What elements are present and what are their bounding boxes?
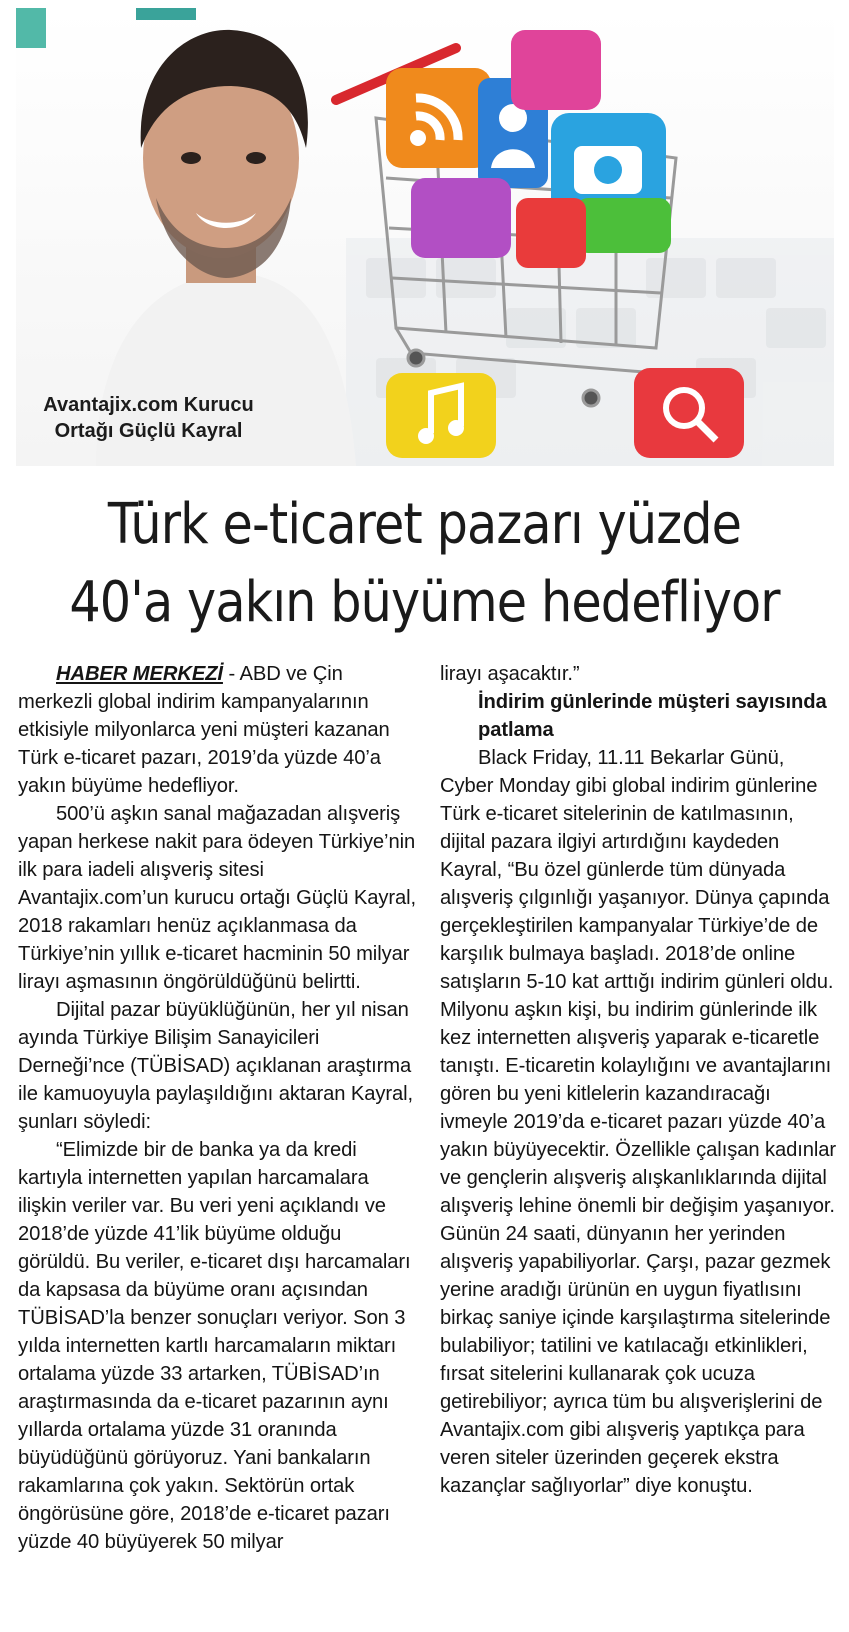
caption-line-1: Avantajix.com Kurucu	[43, 394, 254, 416]
paragraph-2: 500’ü aşkın sanal mağazadan alışveriş yapan herkese nakit para ödeyen Türkiye’nin ilk para iadeli alışveriş sitesi Avantajix.com’un kurucu ortağı Güçlü Kayral, 2018 rakamları henüz açıklanmasa da Türkiye’nin yıllık e-ticaret hacminin 50 milyar lirayı aşmasının öngörüldüğünü belirtti.	[18, 803, 417, 993]
headline	[51, 486, 798, 642]
byline: HABER MERKEZİ	[56, 663, 223, 685]
caption-line-2: Ortağı Güçlü Kayral	[54, 420, 243, 442]
paragraph-5: Black Friday, 11.11 Bekarlar Günü, Cyber Monday gibi global indirim günlerine Türk e-ticaret sitelerinin de katılmasının, dijital pazara ilgiyi artırdığını kaydeden Kayral, “Bu özel günlerde tüm dünyada alışveriş çılgınlığı yaşanıyor. Dünya çapında gerçekleştirilen kampanyalar Türkiye’de de karşılık bulmaya başladı. 2018’de online satışların 5-10 kat arttığı indirim günleri oldu. Milyonu aşkın kişi, bu indirim günlerinde ilk kez internetten alışveriş yaparak e-ticaretle tanıştı. E-ticaretin kolaylığını ve avantajlarını gören bu yeni kitlelerin kazandıracağı ivmeyle 2019’da e-ticaret pazarı yüzde 40’a yakın büyüyecektir. Özellikle çalışan kadınlar ve gençlerin alışveriş alışkanlıklarında dijital alışveriş lehine önemli bir değişim yaşanıyor. Günün 24 saati, dünyanın her yerinden alışveriş yapabiliyorlar. Çarşı, pazar gezmek yerine aradığı ürünün en uygun fiyatlısını birkaç saniye içinde karşılaştırma sitelerinde bulabiliyor; tatilini ve katılacağı etkinlikleri, fırsat sitelerini kullanarak çok ucuza getirebiliyor; ayrıca tüm bu alışverişlerini de Avantajix.com gibi alışveriş yaptıkça para veren siteler üzerinden geçerek ekstra kazançlar sağlıyorlar” diye konuştu.	[440, 747, 836, 1497]
paragraph-4-continued: lirayı aşacaktır.”	[440, 663, 580, 685]
search-icon	[634, 368, 744, 458]
lead-text: - ABD ve Çin merkezli global indirim kampanyalarının etkisiyle milyonlarca yeni müşteri kazanan Türk e-ticaret pazarı, 2019’da yüzde 40’a yakın büyüme hedefliyor.	[18, 663, 390, 797]
rss-icon	[386, 68, 491, 168]
paragraph-4: “Elimizde bir de banka ya da kredi kartıyla internetten yapılan harcamalara ilişkin veriler var. Bu veri yeni açıklandı ve 2018’de yüzde 41’lik büyüme olduğu görüldü. Bu veriler, e-ticaret dışı harcamaları da kapsasa da büyüme oranı açısından TÜBİSAD’la benzer sonuçları veriyor. Son 3 yılda internetten kartlı harcamaların miktarı ortalama yüzde 33 artarken, TÜBİSAD’ın araştırmasında da e-ticaret pazarının aynı yıllarda ortalama yüzde 31 oranında büyüdüğünü görüyoruz. Yani bankaların rakamlarına çok yakın. Sektörün ortak öngörüsüne göre, 2018’de e-ticaret pazarı yüzde 40 büyüyerek 50 milyar	[18, 1139, 411, 1553]
accent-shape	[16, 8, 46, 48]
red-app-icon	[516, 198, 586, 268]
paragraph-3: Dijital pazar büyüklüğünün, her yıl nisan ayında Türkiye Bilişim Sanayicileri Derneği’nce (TÜBİSAD) açıklanan araştırma ile kamuoyuyla paylaşıldığını aktaran Kayral, şunları söyledi:	[18, 999, 413, 1133]
green-app-icon	[576, 198, 671, 253]
subheading: İndirim günlerinde müşteri sayısında patlama	[478, 691, 827, 741]
headline-line-2: 40'a yakın büyüme hedefliyor	[69, 570, 780, 635]
lead-paragraph	[18, 660, 418, 800]
article-column-right	[440, 660, 840, 1500]
cart-app-icon	[411, 178, 511, 258]
article-column-left	[18, 660, 418, 1556]
headline-line-1: Türk e-ticaret pazarı yüzde	[107, 492, 742, 557]
camera-pink-icon	[511, 30, 601, 110]
photo-caption	[16, 392, 281, 444]
music-icon	[386, 373, 496, 458]
